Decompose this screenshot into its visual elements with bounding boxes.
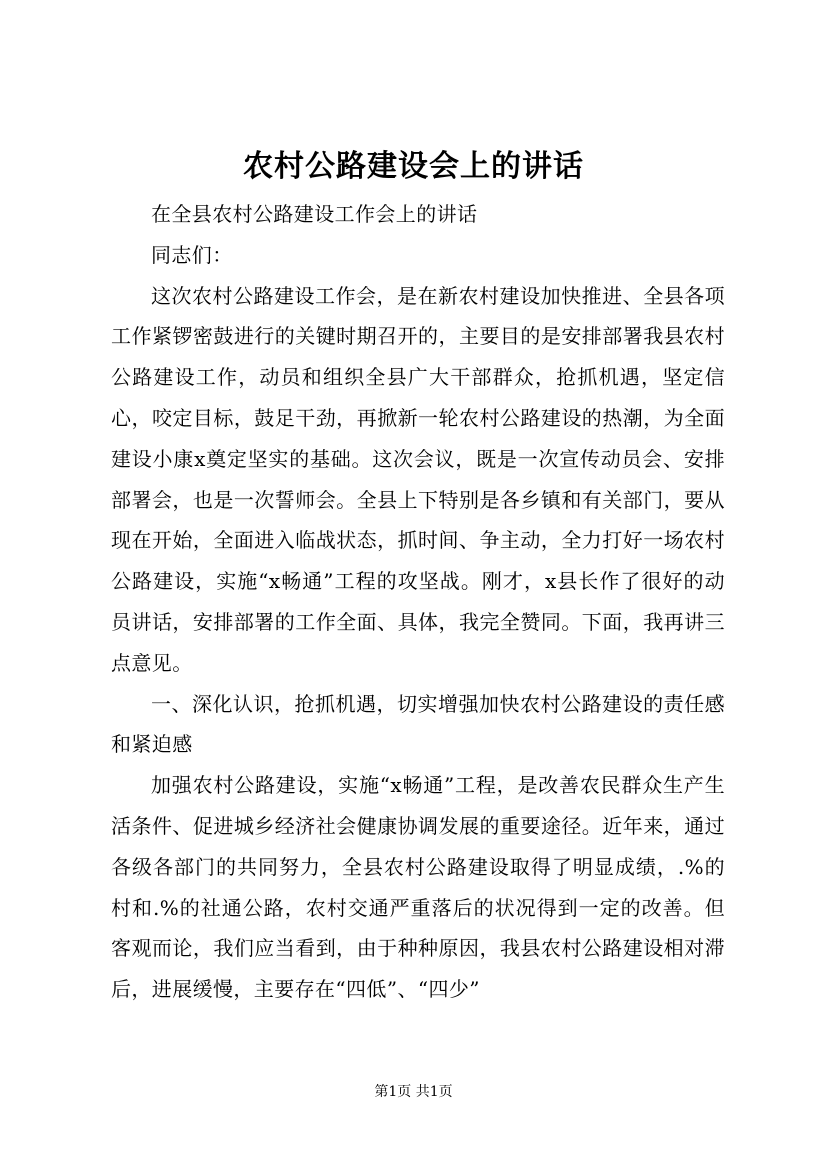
page-footer: 第1页 共1页 <box>374 1084 453 1100</box>
section-heading-1: 一、深化认识，抢抓机遇，切实增强加快农村公路建设的责任感和紧迫感 <box>111 691 725 757</box>
paragraph-intro: 这次农村公路建设工作会，是在新农村建设加快推进、全县各项工作紧锣密鼓进行的关键时期召开的，主要目的是安排部署我县农村公路建设工作，动员和组织全县广大干部群众，抢抓机遇，坚定信心，咬定目标，鼓足干劲，再掀新一轮农村公路建设的热潮，为全面建设小康x奠定坚实的基础。这次会议，既是一次宣传动员会、安排部署会，也是一次誓师会。全县上下特别是各乡镇和有关部门，要从现在开始，全面进入临战状态，抓时间、争主动，全力打好一场农村公路建设，实施“x畅通”工程的攻坚战。刚才，x县长作了很好的动员讲话，安排部署的工作全面、具体，我完全赞同。下面，我再讲三点意见。 <box>111 283 725 675</box>
subtitle-line: 在全县农村公路建设工作会上的讲话 <box>151 202 478 226</box>
paragraph-section-1: 加强农村公路建设，实施“x畅通”工程，是改善农民群众生产生活条件、促进城乡经济社会健康协调发展的重要途径。近年来，通过各级各部门的共同努力，全县农村公路建设取得了明显成绩，.%的村和.%的社通公路，农村交通严重落后的状况得到一定的改善。但客观而论，我们应当看到，由于种种原因，我县农村公路建设相对滞后，进展缓慢，主要存在“四低”、“四少” <box>111 773 725 1002</box>
document-body <box>111 194 725 1010</box>
salutation-line: 同志们： <box>151 242 233 267</box>
document-title: 农村公路建设会上的讲话 <box>243 149 584 184</box>
